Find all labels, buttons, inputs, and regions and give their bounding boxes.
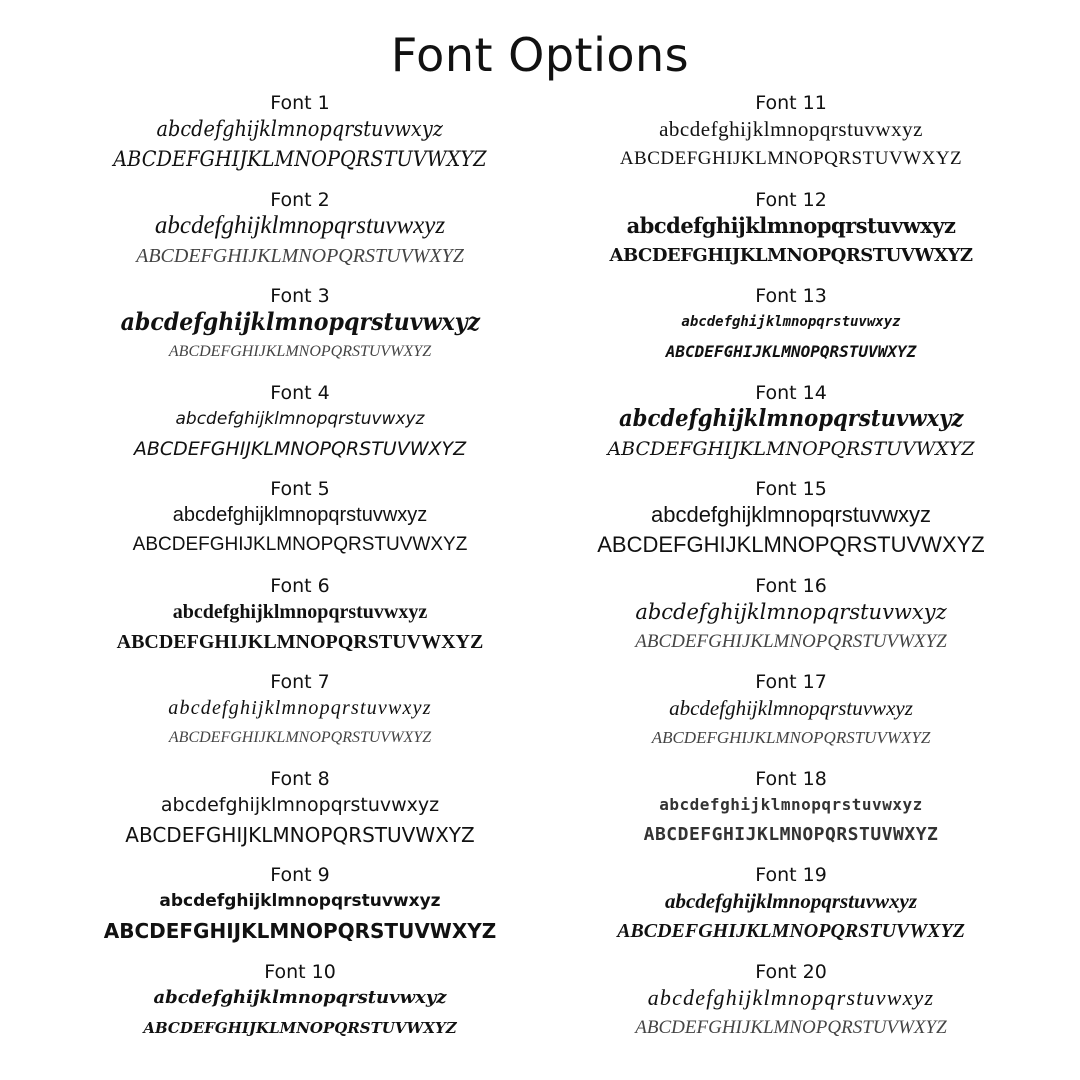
- uppercase-sample: ABCDEFGHIJKLMNOPQRSTUVWXYZ: [617, 920, 965, 942]
- font-label: Font 2: [270, 188, 330, 211]
- lowercase-sample: abcdefghijklmnopqrstuvwxyz: [172, 600, 428, 623]
- font-option-15[interactable]: [556, 476, 1026, 573]
- font-column-left: [65, 90, 535, 1055]
- font-option-11[interactable]: [556, 90, 1026, 187]
- uppercase-sample: ABCDEFGHIJKLMNOPQRSTUVWXYZ: [143, 1018, 457, 1037]
- font-option-14[interactable]: [556, 380, 1026, 477]
- lowercase-sample: abcdefghijklmnopqrstuvwxyz: [159, 891, 441, 911]
- uppercase-sample: ABCDEFGHIJKLMNOPQRSTUVWXYZ: [609, 244, 973, 266]
- lowercase-sample: abcdefghijklmnopqrstuvwxyz: [659, 117, 923, 141]
- uppercase-sample: ABCDEFGHIJKLMNOPQRSTUVWXYZ: [643, 823, 939, 845]
- uppercase-sample: ABCDEFGHIJKLMNOPQRSTUVWXYZ: [168, 343, 432, 360]
- font-label: Font 12: [755, 188, 827, 211]
- font-label: Font 1: [270, 92, 330, 114]
- uppercase-sample: ABCDEFGHIJKLMNOPQRSTUVWXYZ: [635, 1016, 947, 1038]
- font-label: Font 20: [755, 960, 827, 983]
- font-label: Font 5: [270, 478, 330, 500]
- font-label: Font 15: [755, 478, 827, 500]
- uppercase-sample: ABCDEFGHIJKLMNOPQRSTUVWXYZ: [168, 729, 432, 746]
- font-label: Font 4: [270, 381, 330, 404]
- uppercase-sample: ABCDEFGHIJKLMNOPQRSTUVWXYZ: [597, 532, 985, 557]
- font-option-6[interactable]: [65, 573, 535, 670]
- uppercase-sample: ABCDEFGHIJKLMNOPQRSTUVWXYZ: [136, 244, 464, 267]
- font-option-2[interactable]: [65, 187, 535, 284]
- font-option-3[interactable]: [65, 283, 535, 380]
- lowercase-sample: abcdefghijklmnopqrstuvwxyz: [172, 504, 428, 526]
- font-label: Font 3: [270, 285, 330, 307]
- lowercase-sample: abcdefghijklmnopqrstuvwxyz: [120, 307, 480, 336]
- font-label: Font 18: [755, 767, 827, 790]
- font-option-13[interactable]: [556, 283, 1026, 380]
- font-label: Font 13: [755, 285, 827, 307]
- font-label: Font 8: [270, 767, 330, 790]
- uppercase-sample: ABCDEFGHIJKLMNOPQRSTUVWXYZ: [651, 728, 931, 747]
- uppercase-sample: ABCDEFGHIJKLMNOPQRSTUVWXYZ: [116, 630, 484, 653]
- uppercase-sample: ABCDEFGHIJKLMNOPQRSTUVWXYZ: [665, 342, 917, 361]
- lowercase-sample: abcdefghijklmnopqrstuvwxyz: [168, 697, 432, 719]
- uppercase-sample: ABCDEFGHIJKLMNOPQRSTUVWXYZ: [619, 148, 963, 169]
- uppercase-sample: ABCDEFGHIJKLMNOPQRSTUVWXYZ: [132, 534, 468, 555]
- lowercase-sample: abcdefghijklmnopqrstuvwxyz: [647, 984, 935, 1010]
- lowercase-sample: abcdefghijklmnopqrstuvwxyz: [659, 794, 923, 814]
- font-column-right: [556, 90, 1026, 1055]
- lowercase-sample: abcdefghijklmnopqrstuvwxyz: [160, 793, 440, 816]
- lowercase-sample: abcdefghijklmnopqrstuvwxyz: [153, 986, 447, 1008]
- uppercase-sample: ABCDEFGHIJKLMNOPQRSTUVWXYZ: [125, 822, 475, 847]
- lowercase-sample: abcdefghijklmnopqrstuvwxyz: [156, 117, 444, 141]
- font-option-8[interactable]: [65, 766, 535, 863]
- font-option-16[interactable]: [556, 573, 1026, 670]
- lowercase-sample: abcdefghijklmnopqrstuvwxyz: [664, 889, 917, 913]
- font-option-4[interactable]: [65, 380, 535, 477]
- font-option-12[interactable]: [556, 187, 1026, 284]
- uppercase-sample: ABCDEFGHIJKLMNOPQRSTUVWXYZ: [607, 437, 975, 460]
- font-label: Font 6: [270, 574, 330, 597]
- font-label: Font 10: [264, 960, 336, 983]
- font-option-18[interactable]: [556, 766, 1026, 863]
- font-option-10[interactable]: [65, 959, 535, 1056]
- font-option-1[interactable]: [65, 90, 535, 187]
- font-label: Font 16: [755, 574, 827, 597]
- font-option-19[interactable]: [556, 862, 1026, 959]
- font-option-5[interactable]: [65, 476, 535, 573]
- lowercase-sample: abcdefghijklmnopqrstuvwxyz: [669, 696, 913, 720]
- font-option-17[interactable]: [556, 669, 1026, 766]
- lowercase-sample: abcdefghijklmnopqrstuvwxyz: [154, 211, 446, 239]
- uppercase-sample: ABCDEFGHIJKLMNOPQRSTUVWXYZ: [113, 147, 487, 171]
- lowercase-sample: abcdefghijklmnopqrstuvwxyz: [626, 212, 956, 238]
- lowercase-sample: abcdefghijklmnopqrstuvwxyz: [618, 404, 964, 432]
- lowercase-sample: abcdefghijklmnopqrstuvwxyz: [650, 502, 932, 527]
- font-label: Font 7: [270, 671, 330, 693]
- uppercase-sample: ABCDEFGHIJKLMNOPQRSTUVWXYZ: [635, 630, 947, 652]
- font-label: Font 9: [270, 864, 330, 886]
- lowercase-sample: abcdefghijklmnopqrstuvwxyz: [175, 408, 425, 429]
- lowercase-sample: abcdefghijklmnopqrstuvwxyz: [635, 599, 947, 624]
- page-title: Font Options: [390, 28, 690, 82]
- uppercase-sample: ABCDEFGHIJKLMNOPQRSTUVWXYZ: [103, 919, 497, 943]
- font-label: Font 14: [755, 381, 827, 404]
- font-label: Font 19: [755, 864, 827, 886]
- uppercase-sample: ABCDEFGHIJKLMNOPQRSTUVWXYZ: [133, 437, 467, 460]
- font-label: Font 11: [755, 92, 827, 114]
- lowercase-sample: abcdefghijklmnopqrstuvwxyz: [681, 314, 901, 330]
- font-option-7[interactable]: [65, 669, 535, 766]
- font-label: Font 17: [755, 671, 827, 693]
- font-option-9[interactable]: [65, 862, 535, 959]
- font-option-20[interactable]: [556, 959, 1026, 1056]
